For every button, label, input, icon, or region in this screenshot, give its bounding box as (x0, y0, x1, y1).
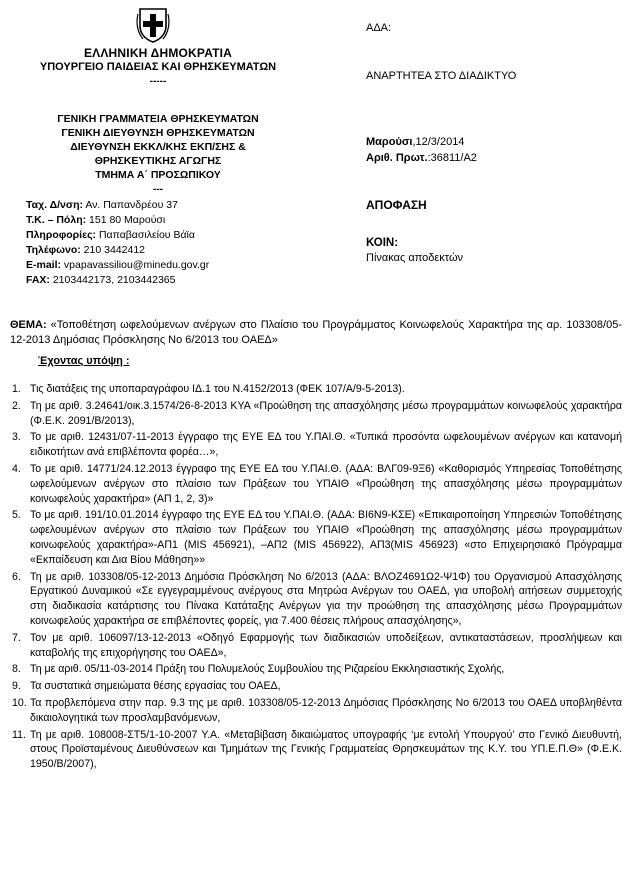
protocol-label: Αριθ. Πρωτ. (366, 152, 428, 164)
department-line: ΔΙΕΥΘΥΝΣΗ ΕΚΚΛ/ΚΗΣ ΕΚΠ/ΣΗΣ & (70, 141, 246, 153)
list-item (0, 631, 629, 661)
list-item (0, 696, 629, 726)
item-text: Τη με αριθ. 103308/05-12-2013 Δημόσια Πρόσκληση Νο 6/2013 (ΑΔΑ: ΒΛΟΖ4691Ω2-Ψ1Φ) του Οργανισμού Απασχόλησης Εργατικού Δυναμικού «Σε εγγεγραμμένους ανέργους στα Μητρώα Ανέργων του ΟΑΕΔ, για υποβολή αιτήσεων συμμετοχής στη διαδικασία κατάρτισης του Πίνακα Κατάταξης Ανέργων για την προώθηση της απασχόλησης μέσω Προγραμμάτων κοινωφελούς χαρακτήρα σε επιβλέποντες φορείς, για 7.400 θέσεις πλήρους απασχόλησης», (30, 570, 622, 627)
separator: ----- (149, 76, 167, 87)
contact-value: vpapavassiliou@minedu.gov.gr (61, 259, 210, 271)
contact-value: 151 80 Μαρούσι (86, 214, 166, 226)
contact-value: Αν. Παπανδρέου 37 (82, 199, 178, 211)
document-type: ΑΠΟΦΑΣΗ (366, 198, 427, 212)
ministry-name: ΥΠΟΥΡΓΕΙΟ ΠΑΙΔΕΙΑΣ ΚΑΙ ΘΡΗΣΚΕΥΜΑΤΩΝ (39, 61, 277, 73)
item-text: Τα συστατικά σημειώματα θέσης εργασίας του ΟΑΕΔ, (30, 680, 281, 693)
subject-label: ΘΕΜΑ: (10, 319, 47, 331)
department-line: ΘΡΗΣΚΕΥΤΙΚΗΣ ΑΓΩΓΗΣ (94, 155, 222, 167)
country-name: ΕΛΛΗΝΙΚΗ ΔΗΜΟΚΡΑΤΙΑ (83, 46, 233, 60)
list-item (0, 382, 629, 397)
recipients-list: Πίνακας αποδεκτών (366, 252, 464, 264)
department-lines (8, 112, 308, 182)
item-number: 1. (12, 383, 21, 395)
contact-row-email (26, 258, 326, 273)
item-number: 8. (12, 663, 21, 676)
item-text: Το με αριθ. 191/10.01.2014 έγγραφο της ΕΥΕ ΕΔ του Υ.ΠΑΙ.Θ. (ΑΔΑ: ΒΙ6Ν9-ΚΣΕ) «Επικαιροποίηση Υπηρεσιών Τοποθέτησης ωφελουμένων ανέργων στο πλαίσιο των Πράξεων του ΥΠΑΙΘ «Προώθηση της απασχόλησης μέσω προγραμμάτων κοινωφελούς χαρακτήρα»-ΑΠ1 (MIS 456921), –ΑΠ2 (MIS 456922), ΑΠ3(MIS 456923) «στο Επιχειρησιακό Πρόγραμμα «Εκπαίδευση και Δια Βίου Μάθηση»» (30, 509, 622, 566)
item-number: 2. (12, 399, 21, 412)
list-item (0, 430, 629, 460)
item-number: 4. (12, 462, 21, 475)
item-number: 9. (12, 680, 21, 693)
contact-label: Ταχ. Δ/νση: (26, 199, 83, 211)
subject-text: «Τοποθέτηση ωφελούμενων ανέργων στο Πλαίσιο του Προγράμματος Κοινωφελούς Χαρακτήρα της αρ. 103308/05-12-2013 Δημόσιας Πρόσκλησης Νο 6/2013 του ΟΑΕΔ» (10, 319, 622, 346)
list-item (0, 462, 629, 506)
list-item (0, 679, 629, 694)
contact-row-info (26, 228, 326, 243)
item-number: 10. (12, 696, 27, 709)
ada-label: ΑΔΑ: (366, 22, 392, 34)
item-number: 7. (12, 631, 21, 644)
considering-heading: Έχοντας υπόψη : (38, 355, 130, 367)
item-text: Τον με αριθ. 106097/13-12-2013 «Οδηγό Εφαρμογής των διαδικασιών υποδείξεων, αντικαταστάσεων, προσλήψεων και καταβολής της επιχορήγησης του ΟΑΕΔ», (30, 631, 622, 659)
date-value: ,12/3/2014 (412, 136, 465, 148)
item-text: Τη με αριθ. 3.24641/οικ.3.1574/26-8-2013 ΚΥΑ «Προώθηση της απασχόλησης μέσω προγραμμάτων κοινωφελούς χαρακτήρα (Φ.Ε.Κ. 2091/Β/2013), (30, 399, 622, 427)
item-text: Το με αριθ. 12431/07-11-2013 έγγραφο της ΕΥΕ ΕΔ του Υ.ΠΑΙ.Θ. «Τυπικά προσόντα ωφελουμένων ανέργων και κατανομή ειδικοτήτων ανά επιβλέποντα φορέα…», (30, 431, 622, 459)
subject (10, 318, 622, 348)
item-text: Τη με αριθ. 108008-ΣΤ5/1-10-2007 Υ.Α. «Μεταβίβαση δικαιώματος υπογραφής ‘με εντολή Υπουργού’ στο Γενικό Διευθυντή, στους Προϊσταμένους Διευθύνσεων και Τμημάτων της Γενικής Γραμματείας Θρησκευμάτων της Κ.Υ. του ΥΠ.Ε.Π.Θ» (Φ.Ε.Κ. 1950/Β/2007), (30, 728, 622, 771)
contact-row-fax (26, 273, 326, 288)
contact-label: Τηλέφωνο: (26, 244, 81, 256)
place-label: Μαρούσι (366, 136, 413, 148)
item-number: 3. (12, 431, 21, 444)
item-text: Τα προβλεπόμενα στην παρ. 9.3 της με αριθ. 103308/05-12-2013 Δημόσιας Πρόσκλησης Νο 6/2013 του ΟΑΕΔ υποβληθέντα δικαιολογητικά των προσλαμβανόμενων, (30, 696, 622, 724)
contact-row-phone (26, 243, 326, 258)
protocol-value: :36811/Α2 (427, 152, 477, 164)
post-online-notice: ΑΝΑΡΤΗΤΕΑ ΣΤΟ ΔΙΑΔΙΚΤΥΟ (366, 70, 517, 82)
koin-label: ΚΟΙΝ: (366, 237, 399, 249)
department-line: ΓΕΝΙΚΗ ΓΡΑΜΜΑΤΕΙΑ ΘΡΗΣΚΕΥΜΑΤΩΝ (57, 113, 259, 125)
item-text: Τη με αριθ. 05/11-03-2014 Πράξη του Πολυμελούς Συμβουλίου της Ριζαρείου Εκκλησιαστικής Σχολής, (30, 663, 505, 676)
protocol-number (366, 152, 477, 164)
contact-value: Παπαβασιλείου Βάϊα (96, 229, 195, 241)
place-date (366, 136, 464, 148)
contact-value: 2103442173, 2103442365 (49, 274, 176, 286)
item-text: Το με αριθ. 14771/24.12.2013 έγγραφο της ΕΥΕ ΕΔ του Υ.ΠΑΙ.Θ. (ΑΔΑ: ΒΛΓ09-9Ξ6) «Καθορισμός Υπηρεσίας Τοποθέτησης ωφελούμενων ανέργων στο πλαίσιο των Πράξεων του ΥΠΑΙΘ «Προώθηση της απασχόλησης μέσω προγραμμάτων κοινωφελούς χαρακτήρα» (ΑΠ 1, 2, 3)» (30, 462, 622, 505)
contact-label: E-mail: (26, 259, 62, 271)
list-item (0, 508, 629, 567)
contact-label: Τ.Κ. – Πόλη: (26, 214, 87, 226)
contact-row-city (26, 213, 326, 228)
item-number: 11. (12, 728, 26, 741)
considerations-list (0, 382, 629, 774)
contact-value: 210 3442412 (80, 244, 145, 256)
department-line: ΤΜΗΜΑ Α΄ ΠΡΟΣΩΠΙΚΟΥ (95, 169, 221, 181)
greek-coat-of-arms-icon (136, 6, 170, 44)
separator: --- (153, 184, 163, 195)
item-number: 5. (12, 509, 21, 522)
list-item (0, 399, 629, 429)
item-text: Τις διατάξεις της υποπαραγράφου ΙΔ.1 του Ν.4152/2013 (ΦΕΚ 107/Α/9-5-2013). (30, 383, 405, 395)
item-number: 6. (12, 570, 21, 583)
contact-label: FAX: (26, 274, 50, 286)
list-item (0, 728, 629, 772)
contact-label: Πληροφορίες: (26, 229, 97, 241)
contact-details (26, 198, 326, 288)
contact-row-address (26, 198, 326, 213)
department-line: ΓΕΝΙΚΗ ΔΙΕΥΘΥΝΣΗ ΘΡΗΣΚΕΥΜΑΤΩΝ (61, 127, 255, 139)
list-item (0, 570, 629, 629)
list-item (0, 662, 629, 677)
